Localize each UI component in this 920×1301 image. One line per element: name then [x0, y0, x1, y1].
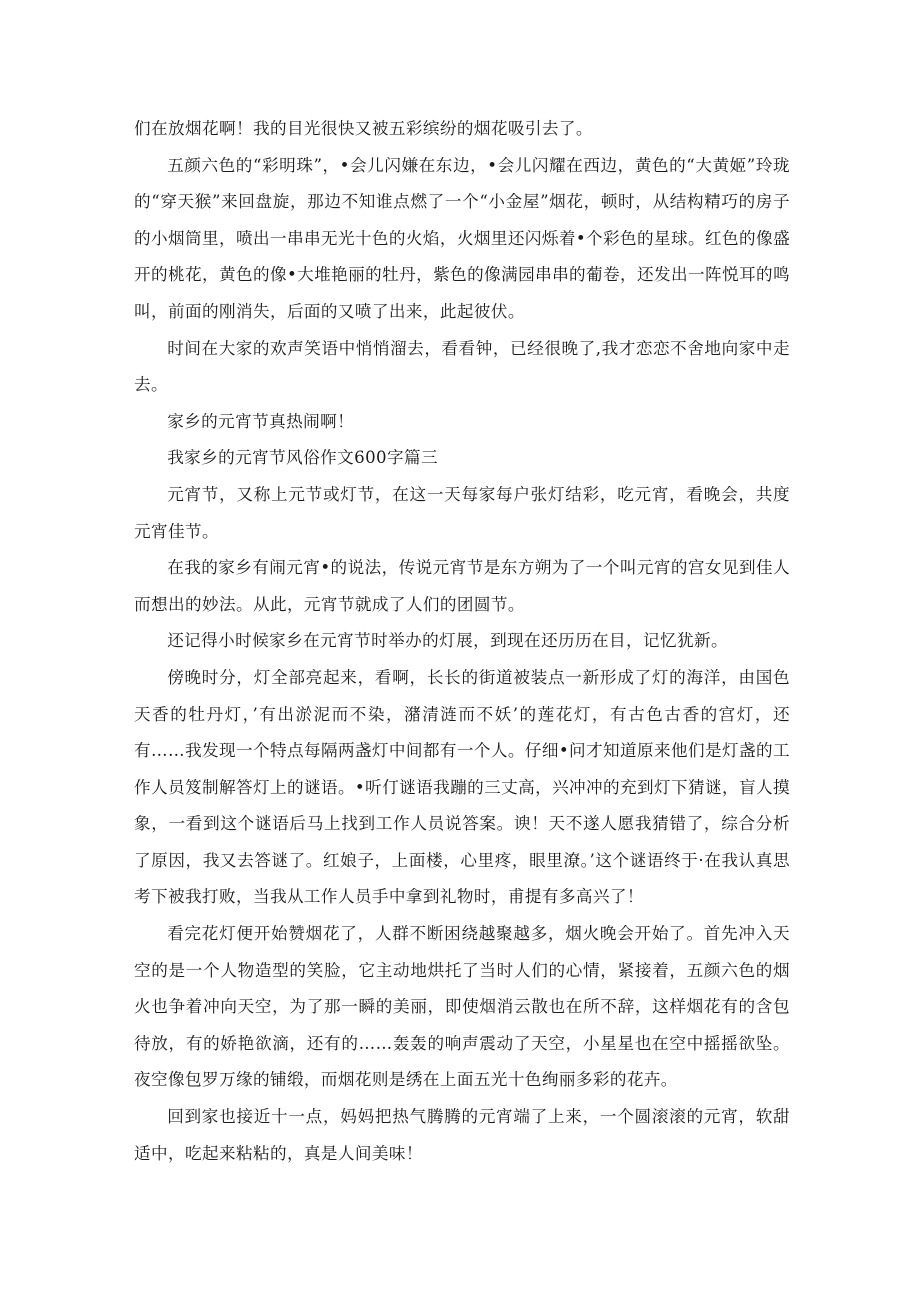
paragraph-fireworks-description: 五颜六色的“彩明珠”，•会儿闪嫌在东边，•会儿闪耀在西边，黄色的“大黄姬”玲珑的“穿天猴”来回盘旋，那边不知谁点燃了一个“小金屋”烟花，顿时，从结构精巧的房子的小烟筒里，喷出一串串无光十色的火焰，火烟里还闪烁着•个彩色的星球。红色的像盛开的桃花，黄色的像•大堆艳丽的牡丹，紫色的像满园串串的葡卷，还发出一阵悦耳的鸣叫，前面的刚消失，后面的又喷了出来，此起彼伏。: [134, 155, 790, 321]
paragraph-lantern-riddles: 傍晚时分，灯全部亮起来，看啊，长长的街道被装点一新形成了灯的海洋，由国色天香的牡丹灯，’有出淤泥而不染，潴清涟而不妖’的莲花灯，有古色古香的宫灯，还有……我发现一个特点每隔两盏灯中间都有一个人。仔细•问才知道原来他们是灯盏的工作人员笈制解答灯上的谜语。•听仃谜语我蹦的三丈高，兴冲冲的充到灯下猜谜，盲人摸象，一看到这个谜语后马上找到工作人员说答案。谀！天不遂人愿我猜错了，综合分析了原因，我又去答谜了。红娘子，上面楼，心里疼，眼里潦。’这个谜语终于·在我认真思考下被我打败，当我从工作人员手中拿到礼物时，甫提有多高兴了！: [134, 667, 790, 907]
essay-heading: 我家乡的元宵节风俗作文600字篇三: [167, 448, 438, 468]
paragraph-fireworks-show: 看完花灯便开始赞烟花了，人群不断困绕越聚越多，烟火晚会开始了。首先冲入天空的是一个人物造型的笑脸，它主动地烘托了当时人们的心情，紧接着，五颜六色的烟火也争着冲向天空，为了那一瞬的美丽，即使烟消云散也在所不辞，这样烟花有的含包待放，有的娇艳欲滴，还有的……轰轰的响声震动了天空，小星星也在空中摇摇欲坠。夜空像包罗万缘的铺缎，而烟花则是绣在上面五光十色绚丽多彩的花卉。: [134, 924, 790, 1090]
paragraph-continuation: 们在放烟花啊！我的目光很快又被五彩缤纷的烟花吸引去了。: [134, 119, 593, 138]
paragraph-conclusion: 家乡的元宵节真热闹啊！: [167, 411, 355, 431]
paragraph-yuanxiao: 回到家也接近十一点，妈妈把热气腾腾的元宵端了上来，一个圆滚滚的元宵，软甜适中，吃起来粘粘的，真是人间美味！: [134, 1107, 790, 1163]
paragraph-intro: 元宵节，又称上元节或灯节，在这一天每家每户张灯结彩，吃元宵，看晚会，共度元宵佳节。: [134, 484, 790, 541]
paragraph-going-home: 时间在大家的欢声笑语中悄悄溜去，看看钟，已经很晚了,我才恋恋不舍地向家中走去。: [134, 338, 790, 395]
paragraph-legend: 在我的家乡有闹元宵•的说法，传说元宵节是东方朔为了一个叫元宵的宫女见到佳人而想出的妙法。从此，元宵节就成了人们的团圆节。: [134, 558, 790, 614]
paragraph-memory: 还记得小时候家乡在元宵节时举办的灯展，到现在还历历在目，记忆犹新。: [167, 631, 728, 651]
document-page: [134, 111, 790, 1172]
